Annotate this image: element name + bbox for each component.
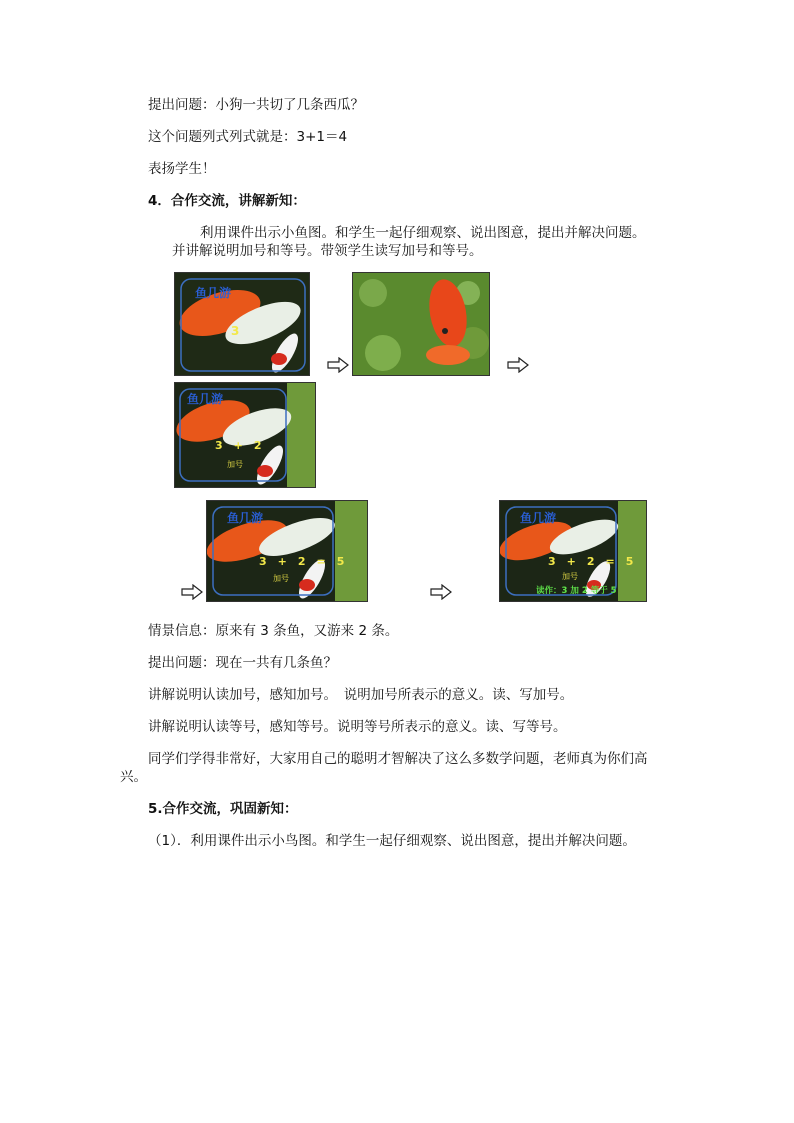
section-heading-4: 4．合作交流，讲解新知： — [148, 193, 306, 209]
right-arrow-icon — [430, 584, 452, 600]
paragraph-intro-cont: 并讲解说明加号和等号。带领学生读写加号和等号。 — [172, 243, 483, 259]
image-number: 3 — [231, 324, 240, 338]
paragraph-bird-intro: （1）．利用课件出示小鸟图。和学生一起仔细观察、说出图意，提出并解决问题。 — [148, 833, 636, 849]
image-caption: 加号 — [273, 574, 289, 583]
paragraph-praise: 表扬学生！ — [148, 161, 216, 177]
image-title: 鱼几游 — [520, 511, 557, 525]
right-arrow-icon — [181, 584, 203, 600]
image-title: 鱼几游 — [195, 286, 232, 300]
fish-image-5 — [499, 500, 647, 602]
paragraph-question: 提出问题：小狗一共切了几条西瓜？ — [148, 97, 364, 113]
image-title: 鱼几游 — [227, 511, 264, 525]
image-title: 鱼几游 — [187, 392, 224, 406]
fish-image-3 — [174, 382, 316, 488]
image-reading: 读作：3 加 2 等于 5 — [536, 586, 617, 596]
fish-image-1 — [174, 272, 310, 376]
paragraph-praise-long-cont: 兴。 — [120, 769, 147, 785]
paragraph-intro: 利用课件出示小鱼图。和学生一起仔细观察、说出图意，提出并解决问题。 — [200, 225, 646, 241]
fish-image-2 — [352, 272, 490, 376]
paragraph-fish-question: 提出问题：现在一共有几条鱼？ — [148, 655, 337, 671]
section-heading-5: 5.合作交流，巩固新知： — [148, 801, 298, 817]
right-arrow-icon — [327, 357, 349, 373]
image-equation: 3 + 2 = 5 — [259, 555, 345, 568]
paragraph-praise-long: 同学们学得非常好，大家用自己的聪明才智解决了这么多数学问题，老师真为你们高 — [148, 751, 648, 767]
paragraph-plus-sign: 讲解说明认读加号，感知加号。 说明加号所表示的意义。读、写加号。 — [148, 687, 574, 703]
paragraph-equals-sign: 讲解说明认读等号，感知等号。说明等号所表示的意义。读、写等号。 — [148, 719, 567, 735]
paragraph-equation: 这个问题列式列式就是：3+1＝4 — [148, 129, 348, 145]
paragraph-scene-info: 情景信息：原来有 3 条鱼，又游来 2 条。 — [148, 623, 399, 639]
fish-image-4 — [206, 500, 368, 602]
image-caption: 加号 — [562, 572, 578, 581]
image-equation: 3 + 2 — [215, 439, 262, 452]
image-caption: 加号 — [227, 460, 243, 469]
right-arrow-icon — [507, 357, 529, 373]
image-equation: 3 + 2 = 5 — [548, 555, 634, 568]
